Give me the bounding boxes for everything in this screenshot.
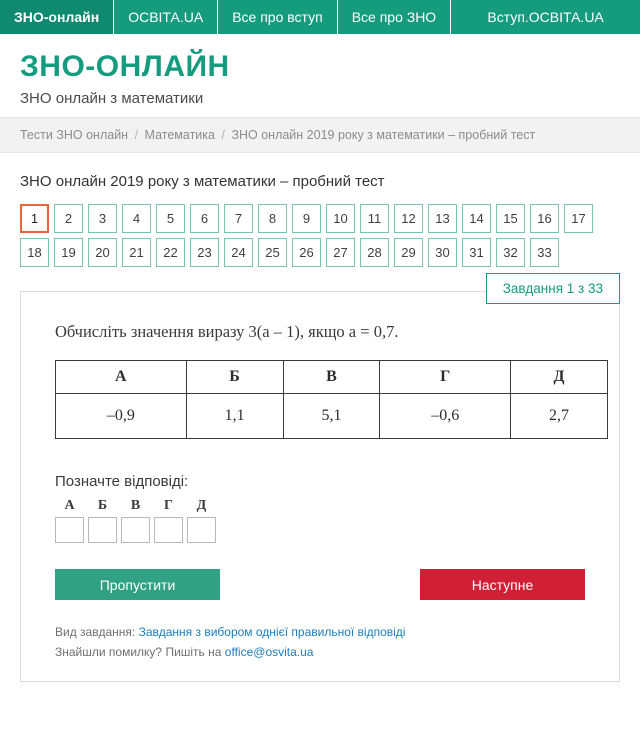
page-title: ЗНО онлайн 2019 року з математики – пробний тест — [20, 173, 385, 190]
question-number-15[interactable]: 15 — [496, 204, 525, 233]
answer-letter-b: Б — [97, 498, 108, 513]
answer-checkbox-b[interactable] — [88, 517, 117, 543]
question-number-12[interactable]: 12 — [394, 204, 423, 233]
question-number-23[interactable]: 23 — [190, 238, 219, 267]
report-error-label: Знайшли помилку? Пишіть на — [55, 645, 222, 660]
answer-letter-v: В — [130, 498, 141, 513]
option-value-g: –0,6 — [380, 394, 511, 439]
answer-letter-d: Д — [196, 498, 207, 513]
answer-letter-g: Г — [164, 498, 173, 513]
question-text: Обчисліть значення виразу 3(a – 1), якщо a = 0,7. — [55, 322, 399, 341]
answer-checkbox-row — [55, 517, 595, 543]
question-number-26[interactable]: 26 — [292, 238, 321, 267]
question-number-29[interactable]: 29 — [394, 238, 423, 267]
option-header-g: Г — [380, 361, 511, 394]
question-number-14[interactable]: 14 — [462, 204, 491, 233]
nav-item-vse-pro-vstup[interactable] — [218, 0, 338, 34]
question-number-33[interactable]: 33 — [530, 238, 559, 267]
breadcrumb-separator: / — [221, 128, 225, 142]
nav-item-label: ОСВІТА.UA — [128, 9, 204, 25]
answer-checkbox-v[interactable] — [121, 517, 150, 543]
top-navigation — [0, 0, 640, 34]
question-number-11[interactable]: 11 — [360, 204, 389, 233]
question-number-5[interactable]: 5 — [156, 204, 185, 233]
question-number-3[interactable]: 3 — [88, 204, 117, 233]
option-header-d: Д — [511, 361, 608, 394]
question-number-32[interactable]: 32 — [496, 238, 525, 267]
task-action-buttons — [55, 569, 585, 600]
answer-instruction: Позначте відповіді: — [55, 473, 189, 490]
answer-selection-area — [55, 498, 595, 543]
breadcrumb-item-math[interactable]: Математика — [144, 128, 215, 142]
question-number-21[interactable]: 21 — [122, 238, 151, 267]
answer-checkbox-g[interactable] — [154, 517, 183, 543]
question-number-8[interactable]: 8 — [258, 204, 287, 233]
question-number-16[interactable]: 16 — [530, 204, 559, 233]
question-number-25[interactable]: 25 — [258, 238, 287, 267]
task-type-label: Вид завдання: — [55, 625, 136, 639]
breadcrumb — [0, 117, 640, 153]
question-number-24[interactable]: 24 — [224, 238, 253, 267]
question-number-9[interactable]: 9 — [292, 204, 321, 233]
skip-button[interactable]: Пропустити — [55, 569, 220, 600]
question-number-19[interactable]: 19 — [54, 238, 83, 267]
answer-letter-a: А — [64, 498, 75, 513]
nav-item-vse-pro-zno[interactable] — [338, 0, 452, 34]
option-value-b: 1,1 — [186, 394, 283, 439]
nav-item-label: Вступ.ОСВІТА.UA — [487, 9, 604, 25]
options-value-row — [56, 394, 608, 439]
answer-checkbox-d[interactable] — [187, 517, 216, 543]
task-type-line — [55, 622, 595, 642]
answer-checkbox-a[interactable] — [55, 517, 84, 543]
report-error-line — [55, 642, 595, 662]
question-number-20[interactable]: 20 — [88, 238, 117, 267]
nav-item-osvita-ua[interactable] — [114, 0, 218, 34]
breadcrumb-separator: / — [134, 128, 139, 142]
options-header-row — [56, 361, 608, 394]
report-error-email-link[interactable]: office@osvita.ua — [224, 645, 314, 660]
option-value-v: 5,1 — [283, 394, 380, 439]
nav-item-label: Все про ЗНО — [351, 9, 437, 25]
task-type-link[interactable]: Завдання з вибором однієї правильної відповіді — [138, 625, 406, 639]
question-number-27[interactable]: 27 — [326, 238, 355, 267]
options-table — [55, 360, 608, 439]
option-header-b: Б — [186, 361, 283, 394]
task-card-wrapper — [20, 281, 620, 682]
nav-item-label: ЗНО-онлайн — [14, 9, 100, 25]
next-button[interactable]: Наступне — [420, 569, 585, 600]
question-number-22[interactable]: 22 — [156, 238, 185, 267]
site-subtitle: ЗНО онлайн з математики — [20, 90, 204, 107]
question-number-18[interactable]: 18 — [20, 238, 49, 267]
question-number-1[interactable]: 1 — [20, 204, 49, 233]
site-title: ЗНО-ОНЛАЙН — [20, 50, 230, 83]
nav-item-label: Все про вступ — [232, 9, 323, 25]
question-number-10[interactable]: 10 — [326, 204, 355, 233]
question-number-6[interactable]: 6 — [190, 204, 219, 233]
question-number-30[interactable]: 30 — [428, 238, 457, 267]
nav-item-zno-online[interactable] — [0, 0, 114, 34]
task-card — [20, 291, 620, 682]
option-value-a: –0,9 — [56, 394, 187, 439]
question-number-28[interactable]: 28 — [360, 238, 389, 267]
question-number-2[interactable]: 2 — [54, 204, 83, 233]
breadcrumb-item-current: ЗНО онлайн 2019 року з математики – пробний тест — [231, 128, 536, 142]
answer-letter-row — [55, 498, 595, 514]
task-counter-badge: Завдання 1 з 33 — [486, 273, 620, 304]
breadcrumb-item-tests[interactable]: Тести ЗНО онлайн — [20, 128, 129, 142]
task-footnotes — [55, 622, 595, 663]
question-number-grid — [0, 190, 640, 267]
question-number-13[interactable]: 13 — [428, 204, 457, 233]
question-number-7[interactable]: 7 — [224, 204, 253, 233]
option-header-v: В — [283, 361, 380, 394]
option-header-a: А — [56, 361, 187, 394]
site-header — [0, 34, 640, 117]
nav-item-vstup-osvita-ua[interactable] — [451, 0, 640, 34]
question-number-4[interactable]: 4 — [122, 204, 151, 233]
question-number-17[interactable]: 17 — [564, 204, 593, 233]
question-number-31[interactable]: 31 — [462, 238, 491, 267]
option-value-d: 2,7 — [511, 394, 608, 439]
